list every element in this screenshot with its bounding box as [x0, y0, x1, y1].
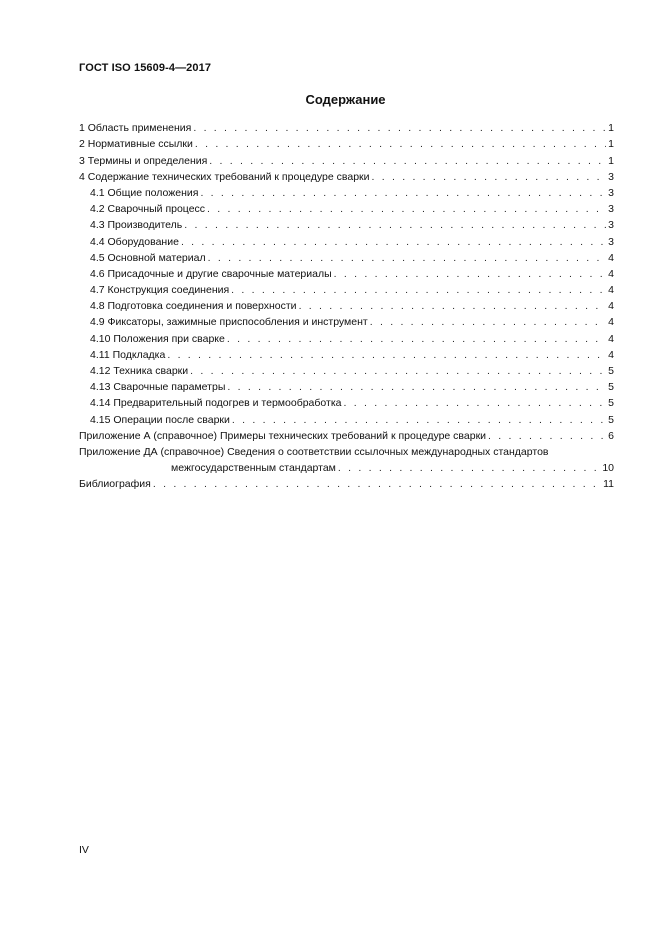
toc-entry-label: 4.1 Общие положения — [90, 186, 199, 199]
toc-entry-page: 5 — [608, 397, 614, 410]
toc-entry-label: 4.5 Основной материал — [90, 251, 206, 264]
toc-entry-page: 1 — [608, 154, 614, 167]
toc-leader-dots — [193, 121, 606, 135]
toc-entry-page: 5 — [608, 381, 614, 394]
toc-entry-multiline[interactable] — [79, 443, 614, 475]
toc-entry-label: Приложение А (справочное) Примеры технических требований к процедуре сварки — [79, 429, 487, 442]
toc-entry[interactable] — [79, 475, 614, 491]
toc-leader-dots — [488, 429, 606, 443]
toc-entry-page: 4 — [608, 267, 614, 280]
toc-entry[interactable] — [79, 119, 614, 135]
document-header: ГОСТ ISO 15609-4—2017 — [79, 62, 212, 74]
toc-leader-dots — [227, 332, 606, 346]
toc-entry-label: 4.13 Сварочные параметры — [90, 381, 226, 394]
toc-entry-label: 4.11 Подкладка — [90, 348, 166, 361]
toc-entry-page: 6 — [608, 429, 614, 442]
toc-leader-dots — [334, 267, 606, 281]
toc-entry-page: 1 — [608, 122, 614, 135]
toc-entry-label-line1: Приложение ДА (справочное) Сведения о соответствии ссылочных международных стандартов — [79, 445, 549, 458]
toc-subentry[interactable] — [79, 281, 614, 297]
toc-leader-dots — [153, 477, 603, 491]
table-of-contents — [79, 119, 614, 491]
toc-entry[interactable] — [79, 427, 614, 443]
toc-leader-dots — [200, 186, 606, 200]
toc-entry-label: 4.6 Присадочные и другие сварочные материалы — [90, 267, 332, 280]
toc-subentry[interactable] — [79, 200, 614, 216]
toc-subentry[interactable] — [79, 249, 614, 265]
page-number: IV — [79, 844, 89, 856]
toc-entry-page: 4 — [608, 284, 614, 297]
toc-subentry[interactable] — [79, 232, 614, 248]
toc-entry-label: 2 Нормативные ссылки — [79, 138, 193, 151]
toc-entry-page: 10 — [602, 462, 614, 475]
toc-entry[interactable] — [79, 168, 614, 184]
toc-entry-page: 4 — [608, 251, 614, 264]
toc-leader-dots — [232, 413, 606, 427]
toc-entry-continuation — [79, 459, 614, 475]
toc-entry-label: 4 Содержание технических требований к процедуре сварки — [79, 170, 370, 183]
toc-entry-page: 11 — [603, 478, 614, 491]
toc-entry-label: 4.3 Производитель — [90, 219, 183, 232]
toc-subentry[interactable] — [79, 184, 614, 200]
toc-entry-label: 4.10 Положения при сварке — [90, 332, 225, 345]
toc-entry-label: межгосударственным стандартам — [171, 462, 336, 475]
toc-subentry[interactable] — [79, 329, 614, 345]
toc-leader-dots — [181, 235, 606, 249]
toc-leader-dots — [195, 137, 606, 151]
toc-leader-dots — [208, 251, 606, 265]
toc-entry-page: 3 — [608, 203, 614, 216]
toc-leader-dots — [370, 315, 606, 329]
toc-entry-label: 4.14 Предварительный подогрев и термообработка — [90, 397, 342, 410]
page-title: Содержание — [305, 92, 386, 107]
toc-entry-page: 4 — [608, 316, 614, 329]
toc-leader-dots — [231, 283, 606, 297]
toc-leader-dots — [299, 299, 606, 313]
toc-entry-page: 5 — [608, 365, 614, 377]
toc-entry-page: 4 — [608, 332, 614, 345]
toc-subentry[interactable] — [79, 297, 614, 313]
toc-entry-page: 3 — [608, 219, 614, 232]
toc-leader-dots — [338, 461, 602, 475]
toc-subentry[interactable] — [79, 378, 614, 394]
toc-entry-label: 3 Термины и определения — [79, 154, 208, 167]
toc-entry-page: 1 — [608, 138, 614, 151]
toc-leader-dots — [167, 348, 606, 362]
toc-subentry[interactable] — [79, 313, 614, 329]
toc-entry-label: 4.8 Подготовка соединения и поверхности — [90, 300, 297, 313]
toc-entry-label: 4.2 Сварочный процесс — [90, 203, 206, 216]
toc-leader-dots — [184, 218, 606, 232]
toc-entry-label: 4.12 Техника сварки — [90, 365, 189, 377]
toc-entry[interactable] — [79, 151, 614, 167]
toc-entry-page: 4 — [608, 348, 614, 361]
toc-leader-dots — [190, 364, 606, 378]
toc-subentry[interactable] — [79, 346, 614, 362]
toc-entry-label: 4.4 Оборудование — [90, 235, 179, 248]
toc-entry-label: 4.9 Фиксаторы, зажимные приспособления и инструмент — [90, 316, 368, 329]
toc-entry-page: 3 — [608, 186, 614, 199]
toc-entry-page: 3 — [608, 170, 614, 183]
toc-leader-dots — [207, 202, 606, 216]
toc-entry-page: 4 — [608, 300, 614, 313]
toc-entry-label: Библиография — [79, 478, 151, 491]
toc-entry-label: 1 Область применения — [79, 122, 192, 135]
toc-entry-label: 4.7 Конструкция соединения — [90, 284, 230, 297]
toc-entry-page: 3 — [608, 235, 614, 248]
toc-subentry[interactable] — [79, 410, 614, 426]
toc-leader-dots — [227, 380, 606, 394]
toc-entry-page: 5 — [608, 413, 614, 426]
toc-subentry[interactable] — [79, 265, 614, 281]
toc-entry[interactable] — [79, 135, 614, 151]
toc-leader-dots — [344, 396, 607, 410]
toc-subentry[interactable] — [79, 394, 614, 410]
toc-leader-dots — [372, 170, 607, 184]
toc-entry-label: 4.15 Операции после сварки — [90, 413, 230, 426]
toc-subentry[interactable] — [79, 362, 614, 378]
toc-subentry[interactable] — [79, 216, 614, 232]
toc-leader-dots — [209, 154, 606, 168]
